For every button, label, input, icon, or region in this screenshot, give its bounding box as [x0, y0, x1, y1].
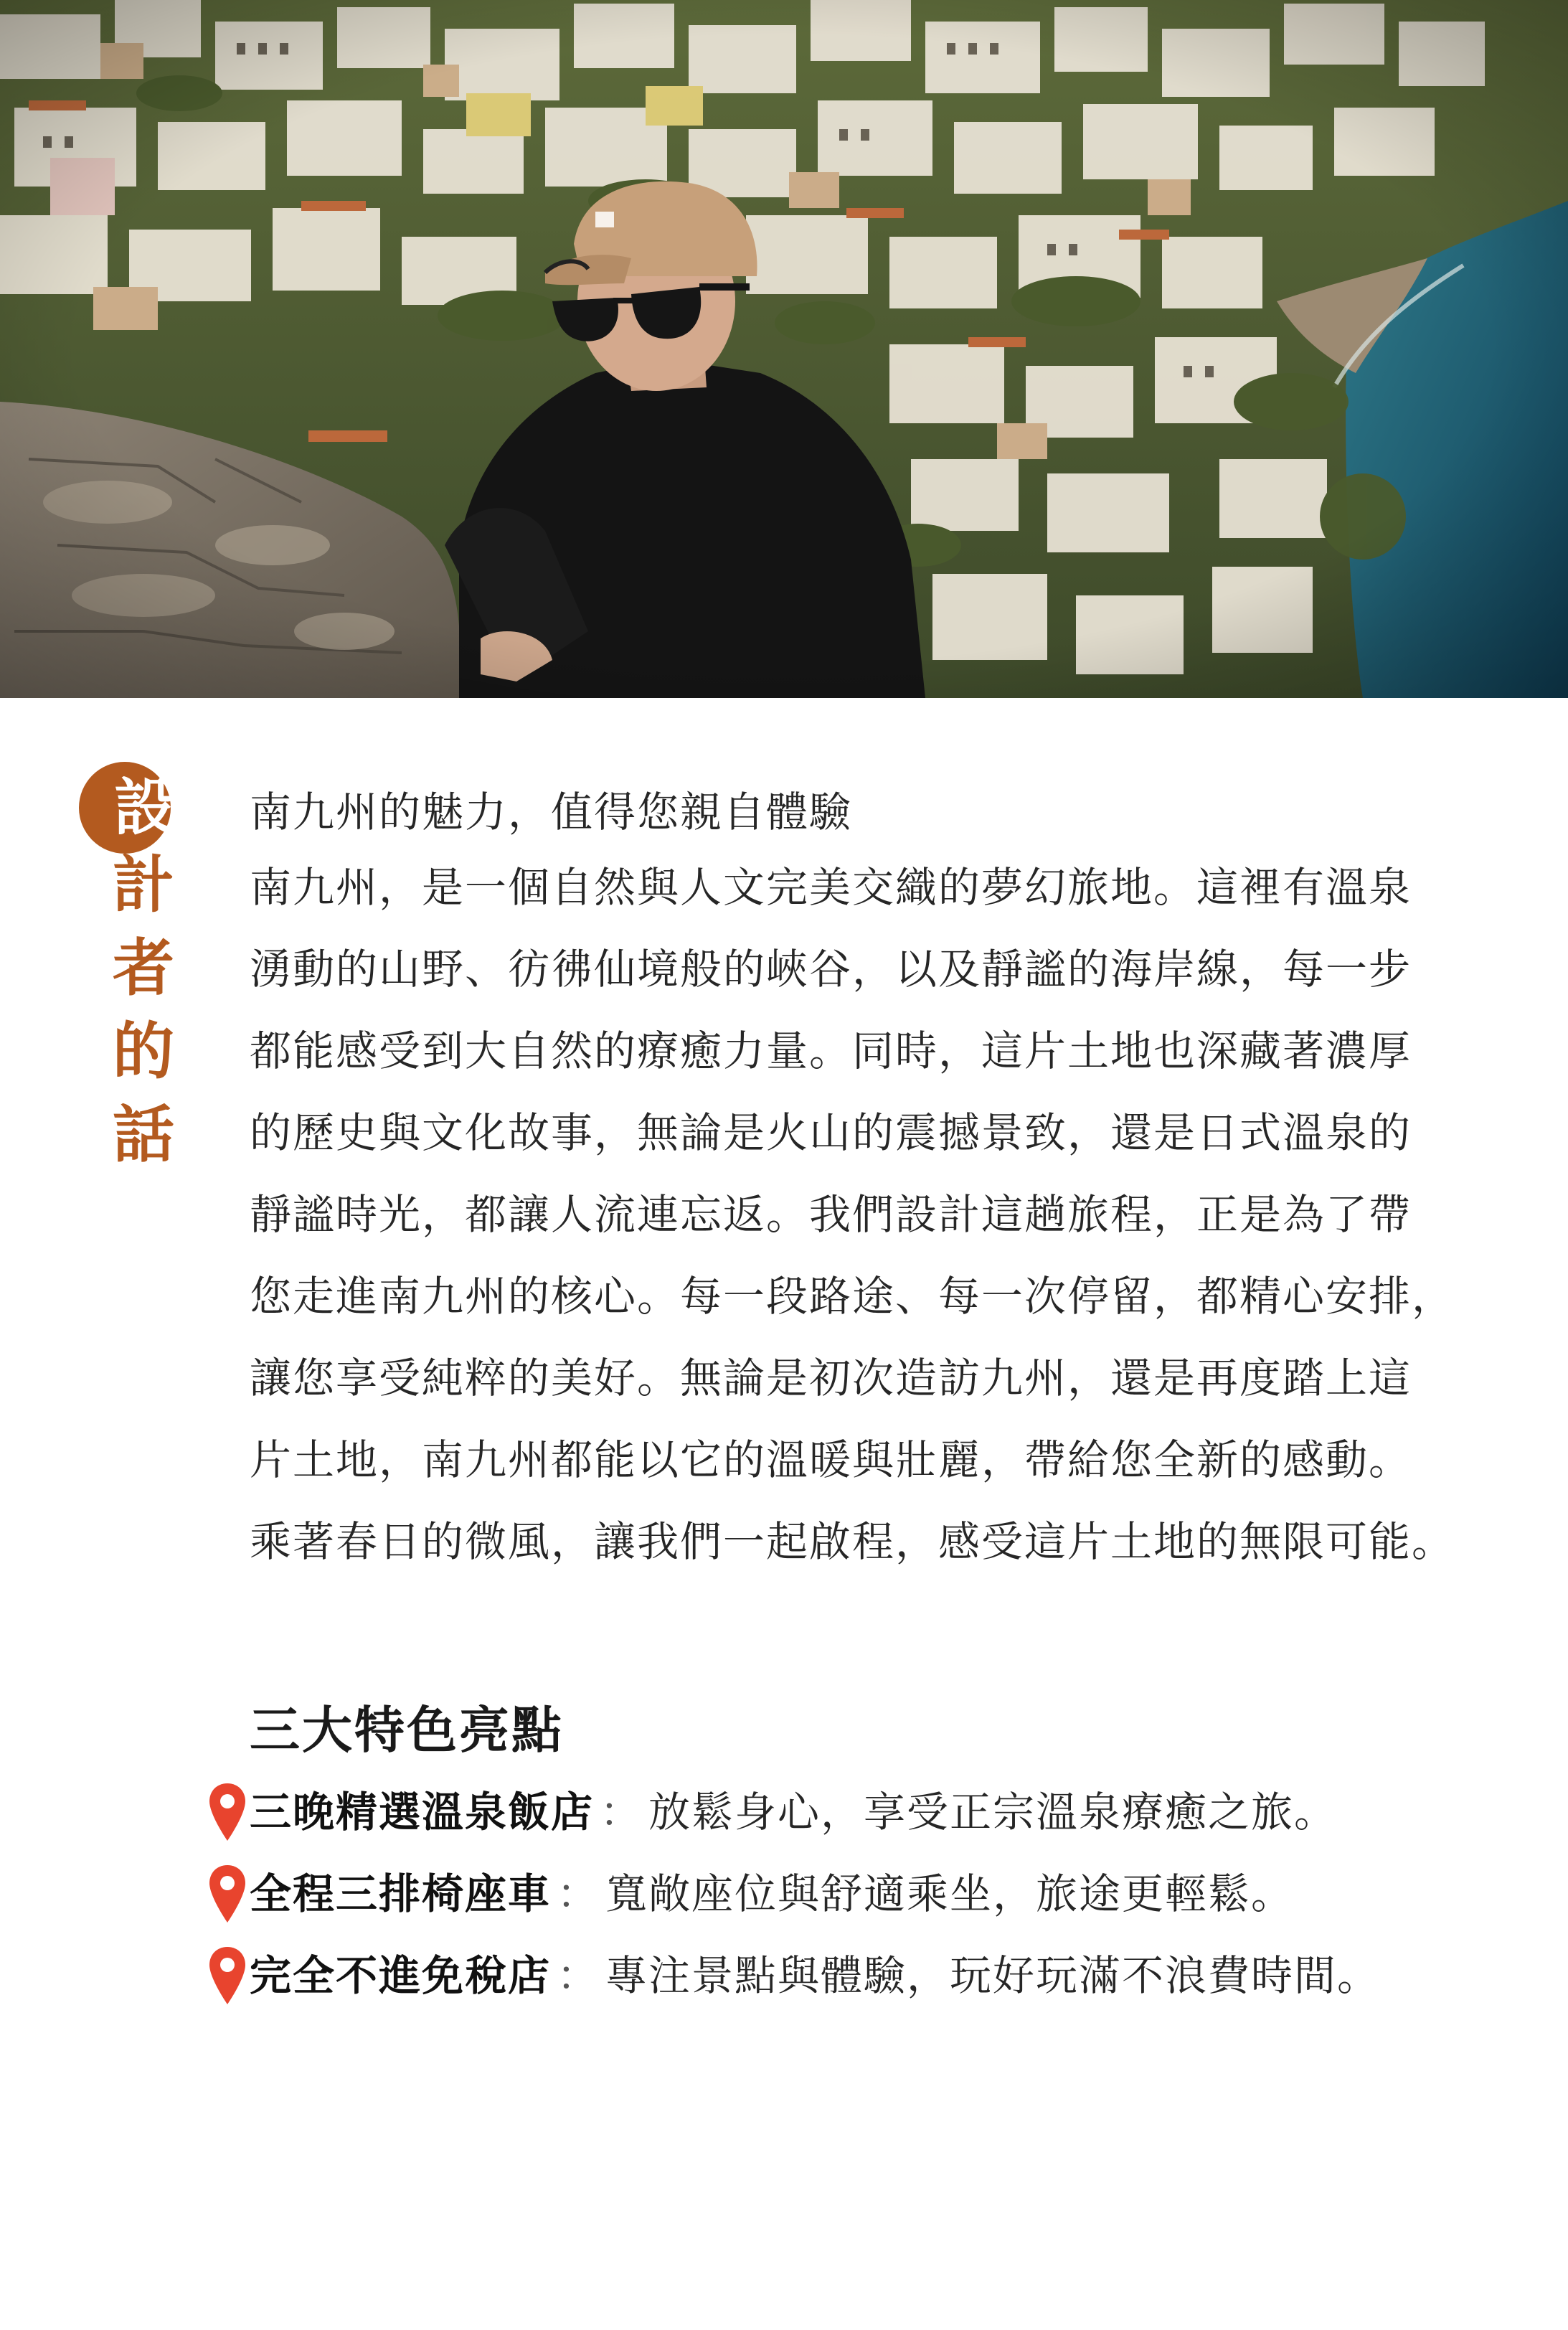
- heading-char: 計: [113, 849, 174, 921]
- location-pin-icon: [208, 1945, 247, 2006]
- highlight-item: [208, 1940, 1535, 2022]
- highlight-desc: 放鬆身心，享受正宗溫泉療癒之旅。: [648, 1788, 1338, 1836]
- highlight-item: [208, 1776, 1535, 1858]
- coastal-town-photo: [0, 0, 1568, 698]
- intro-line: 片土地，南九州都能以它的溫暖與壯麗，帶給您全新的感動。: [250, 1435, 1412, 1484]
- highlight-separator: ：: [600, 1788, 643, 1836]
- highlight-separator: ：: [557, 1951, 600, 2000]
- highlight-name: 全程三排椅座車: [250, 1869, 552, 1918]
- highlight-name: 完全不進免稅店: [250, 1951, 552, 2000]
- highlight-item: [208, 1858, 1535, 1940]
- intro-line: 湧動的山野、彷彿仙境般的峽谷，以及靜謐的海岸線，每一步: [250, 945, 1412, 994]
- highlight-desc: 專注景點與體驗，玩好玩滿不浪費時間。: [605, 1951, 1381, 2000]
- highlight-name: 三晚精選溫泉飯店: [250, 1788, 595, 1836]
- intro-lead: 南九州的魅力，值得您親自體驗: [250, 788, 853, 836]
- intro-line: 您走進南九州的核心。每一段路途、每一次停留，都精心安排，: [250, 1272, 1455, 1321]
- intro-text: [250, 779, 1526, 1583]
- intro-line: 讓您享受純粹的美好。無論是初次造訪九州，還是再度踏上這: [250, 1354, 1412, 1402]
- location-pin-icon: [208, 1782, 247, 1842]
- location-pin-icon: [208, 1864, 247, 1924]
- heading-char: 者: [113, 933, 174, 1004]
- intro-line: 靜謐時光，都讓人流連忘返。我們設計這趟旅程，正是為了帶: [250, 1190, 1412, 1239]
- heading-char: 話: [113, 1099, 174, 1171]
- intro-line: 都能感受到大自然的療癒力量。同時，這片土地也深藏著濃厚: [250, 1027, 1412, 1075]
- intro-line: 的歷史與文化故事，無論是火山的震撼景致，還是日式溫泉的: [250, 1108, 1412, 1157]
- highlights-list: [208, 1776, 1535, 2022]
- hero-photo: [0, 0, 1568, 698]
- intro-line: 乘著春日的微風，讓我們一起啟程，感受這片土地的無限可能。: [250, 1517, 1455, 1566]
- heading-char: 的: [113, 1016, 174, 1088]
- intro-line: 南九州，是一個自然與人文完美交織的夢幻旅地。這裡有溫泉: [250, 863, 1412, 912]
- highlights-title: 三大特色亮點: [250, 1701, 564, 1760]
- heading-char: 設: [114, 772, 176, 844]
- highlight-desc: 寬敞座位與舒適乘坐，旅途更輕鬆。: [605, 1869, 1295, 1918]
- highlight-separator: ：: [557, 1869, 600, 1918]
